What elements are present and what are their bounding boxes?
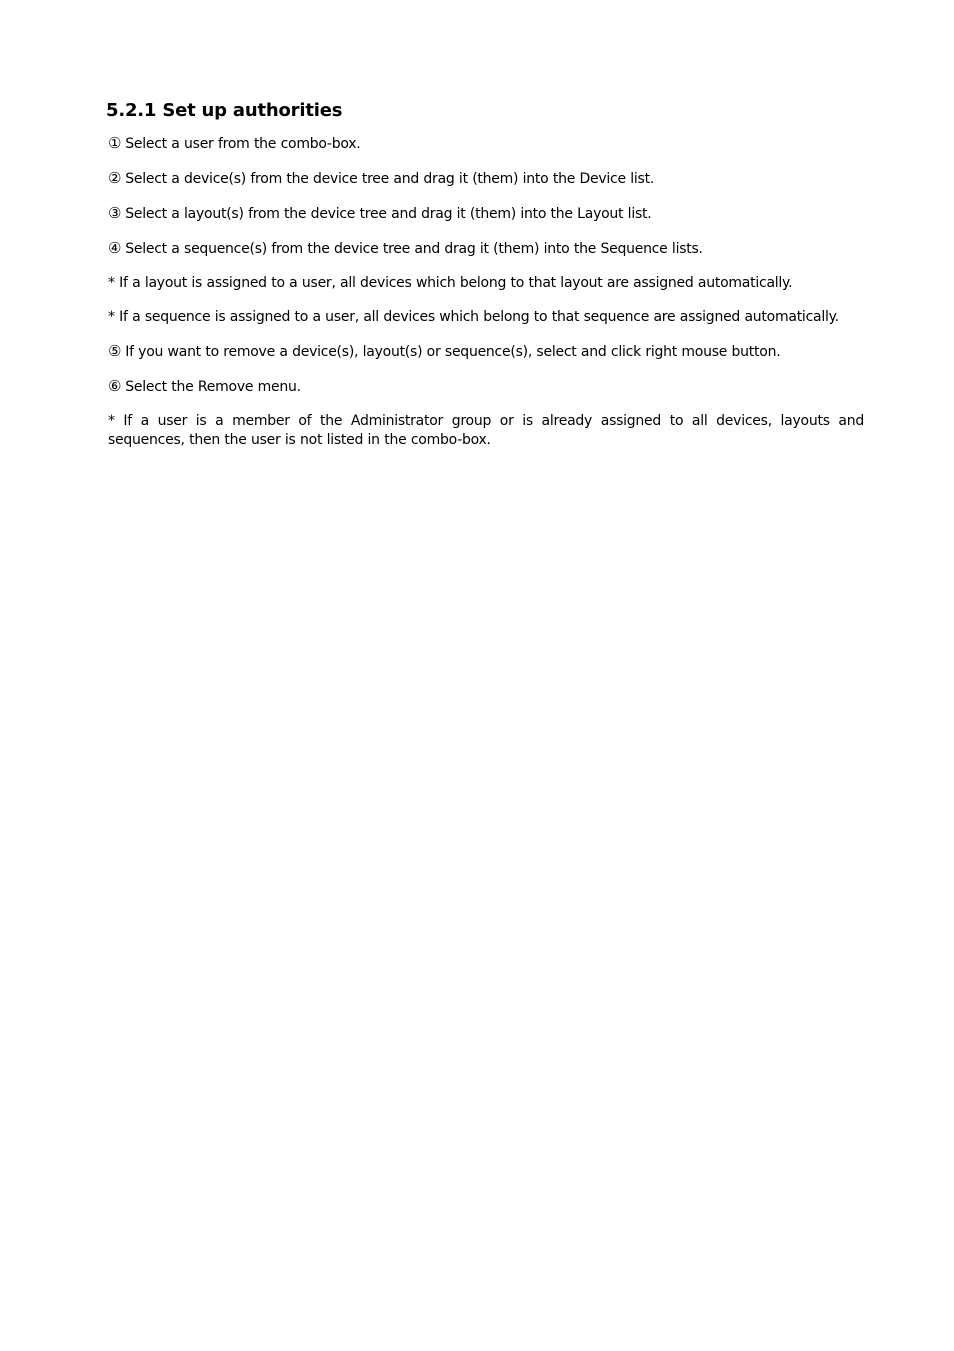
step-text: Select a device(s) from the device tree and drag it (them) into the Device list. <box>125 171 655 187</box>
step-text: Select the Remove menu. <box>125 379 301 395</box>
section-title: 5.2.1 Set up authorities <box>106 100 343 121</box>
step-number: ③ <box>108 204 122 222</box>
step-number: ⑥ <box>108 377 122 395</box>
step-number: ⑤ <box>108 342 122 360</box>
step-number: ② <box>108 169 122 187</box>
step-3 <box>108 204 864 224</box>
step-2 <box>108 169 864 189</box>
step-text: Select a sequence(s) from the device tree and drag it (them) into the Sequence lists. <box>125 241 703 257</box>
step-5 <box>108 342 864 362</box>
step-text: If you want to remove a device(s), layout(s) or sequence(s), select and click right mouse button. <box>125 344 781 360</box>
step-text: Select a layout(s) from the device tree and drag it (them) into the Layout list. <box>125 206 652 222</box>
step-4 <box>108 239 864 259</box>
step-1 <box>108 134 864 154</box>
layout-note: * If a layout is assigned to a user, all devices which belong to that layout are assigned automatically. <box>108 275 793 291</box>
step-number: ④ <box>108 239 122 257</box>
step-text: Select a user from the combo-box. <box>125 136 361 152</box>
step-number: ① <box>108 134 122 152</box>
document-page <box>108 99 864 465</box>
step-6 <box>108 377 864 397</box>
administrator-note: * If a user is a member of the Administrator group or is already assigned to all devices, layouts and sequences, then the user is not listed in the combo-box. <box>108 413 864 448</box>
sequence-note: * If a sequence is assigned to a user, all devices which belong to that sequence are assigned automatically. <box>108 309 839 325</box>
